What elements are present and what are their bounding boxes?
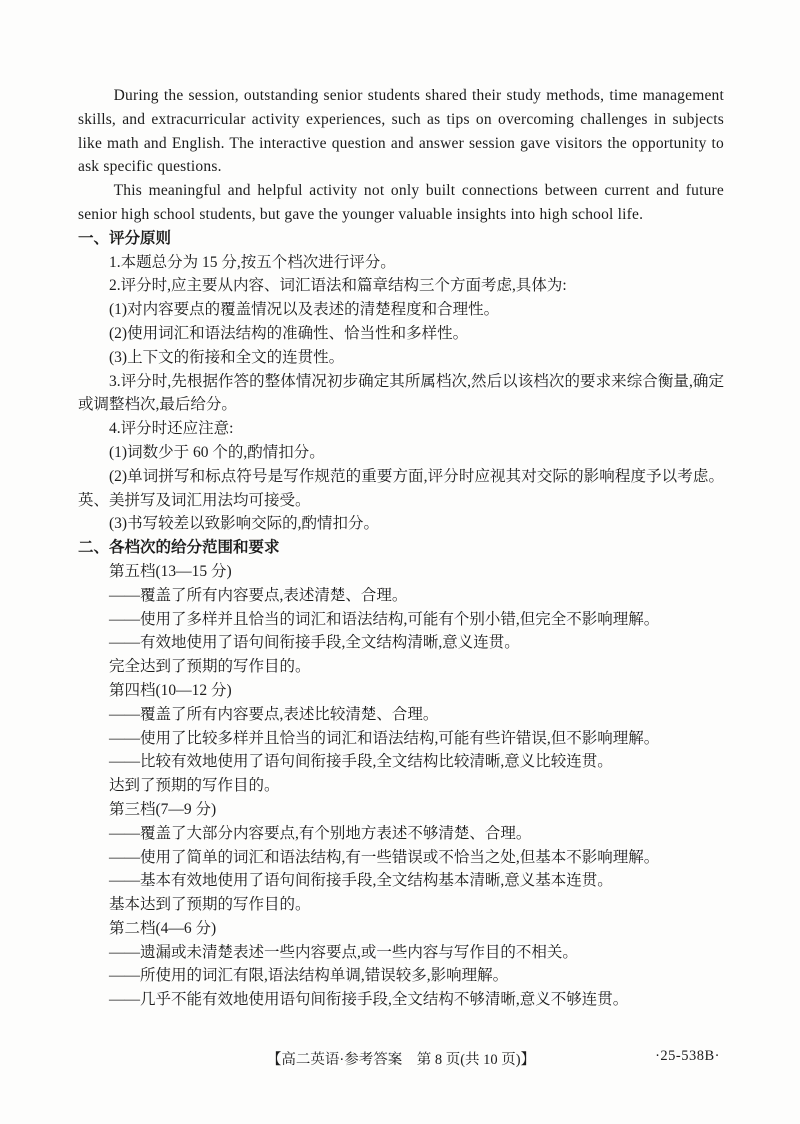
paragraph: ——有效地使用了语句间衔接手段,全文结构清晰,意义连贯。: [109, 634, 520, 652]
paragraph: ——所使用的词汇有限,语法结构单调,错误较多,影响理解。: [109, 967, 509, 985]
paragraph: 3.评分时,先根据作答的整体情况初步确定其所属档次,然后以该档次的要求来综合衡量,确定或调整档次,最后给分。: [78, 372, 724, 414]
document-body: [78, 84, 724, 1012]
paragraph: (3)书写较差以致影响交际的,酌情扣分。: [109, 515, 379, 533]
paragraph: ——覆盖了大部分内容要点,有个别地方表述不够清楚、合理。: [109, 824, 532, 842]
paragraph: ——使用了多样并且恰当的词汇和语法结构,可能有个别小错,但完全不影响理解。: [109, 610, 660, 628]
paragraph: ——使用了比较多样并且恰当的词汇和语法结构,可能有些许错误,但不影响理解。: [109, 729, 660, 747]
paragraph: ——基本有效地使用了语句间衔接手段,全文结构基本清晰,意义基本连贯。: [109, 872, 613, 890]
paragraph: 4.评分时还应注意:: [109, 420, 234, 438]
paragraph: ——覆盖了所有内容要点,表述清楚、合理。: [109, 586, 408, 604]
paragraph: 基本达到了预期的写作目的。: [109, 896, 311, 914]
paragraph: (2)使用词汇和语法结构的准确性、恰当性和多样性。: [109, 324, 469, 342]
paragraph: 2.评分时,应主要从内容、词汇语法和篇章结构三个方面考虑,具体为:: [109, 277, 567, 295]
paragraph: (1)词数少于 60 个的,酌情扣分。: [109, 443, 325, 461]
paragraph: ——几乎不能有效地使用语句间衔接手段,全文结构不够清晰,意义不够连贯。: [109, 991, 629, 1009]
paragraph: ——使用了简单的词汇和语法结构,有一些错误或不恰当之处,但基本不影响理解。: [109, 848, 660, 866]
paper-code: ·25-538B·: [655, 1048, 720, 1064]
paragraph: (2)单词拼写和标点符号是写作规范的重要方面,评分时应视其对交际的影响程度予以考虑。英、美拼写及词汇用法均可接受。: [78, 467, 724, 509]
paragraph: ——比较有效地使用了语句间衔接手段,全文结构比较清晰,意义比较连贯。: [109, 753, 613, 771]
paragraph: (3)上下文的衔接和全文的连贯性。: [109, 348, 345, 366]
section-heading: 一、评分原则: [78, 229, 172, 247]
paragraph: ——遗漏或未清楚表述一些内容要点,或一些内容与写作目的不相关。: [109, 943, 578, 961]
section-heading: 二、各档次的给分范围和要求: [78, 539, 280, 557]
paragraph: (1)对内容要点的覆盖情况以及表述的清楚程度和合理性。: [109, 301, 500, 319]
paragraph: 第二档(4—6 分): [109, 919, 217, 937]
paragraph: ——覆盖了所有内容要点,表述比较清楚、合理。: [109, 705, 439, 723]
paragraph: 达到了预期的写作目的。: [109, 777, 280, 795]
paragraph: 第五档(13—15 分): [109, 562, 232, 580]
paragraph: This meaningful and helpful activity not only built connections between current and future senior high school students, but gave the younger valuable insights into high school life.: [78, 182, 724, 223]
paragraph: 第四档(10—12 分): [109, 681, 232, 699]
page-footer: [78, 1048, 724, 1072]
paragraph: 第三档(7—9 分): [109, 800, 217, 818]
paragraph: 1.本题总分为 15 分,按五个档次进行评分。: [109, 253, 396, 271]
footer-caption: 【高二英语·参考答案 第 8 页(共 10 页)】: [266, 1052, 536, 1068]
paragraph: 完全达到了预期的写作目的。: [109, 658, 311, 676]
paragraph: During the session, outstanding senior students shared their study methods, time management skills, and extracurricular activity experiences, such as tips on overcoming challenges in subjects like math and English. The interactive question and answer session gave visitors the opportunity to ask specific questions.: [78, 87, 724, 176]
